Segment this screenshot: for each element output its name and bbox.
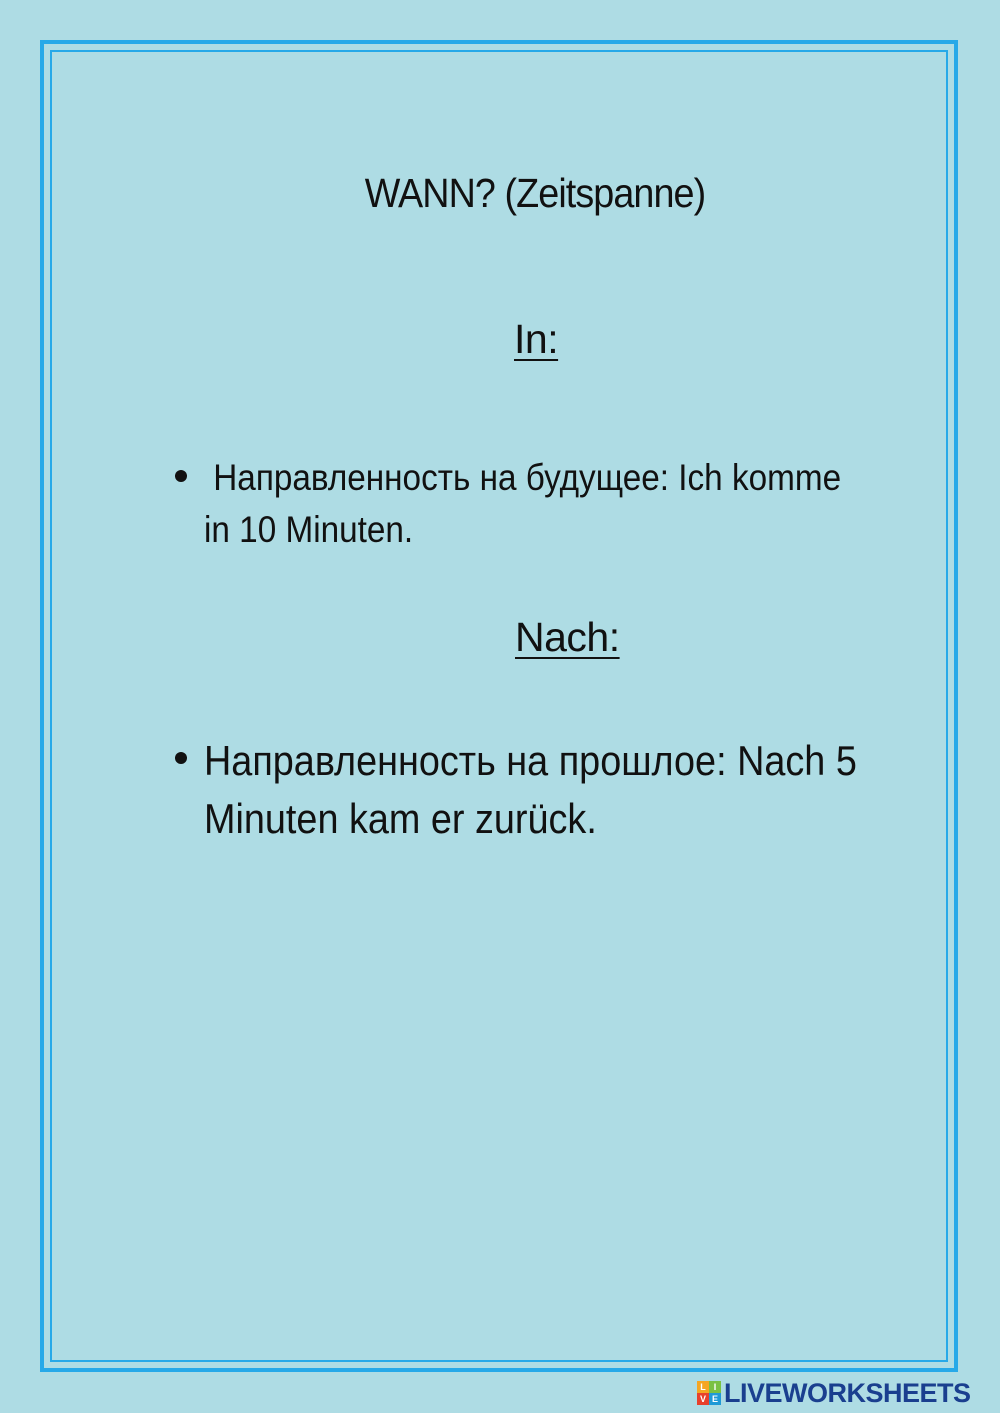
inner-border — [50, 50, 948, 1362]
list-item-line: in 10 Minuten. — [204, 509, 414, 550]
list-item-line: Minuten kam er zurück. — [204, 795, 597, 842]
logo-text: LIVEWORKSHEETS — [724, 1377, 971, 1408]
list-item-line: Направленность на прошлое: Nach 5 — [204, 737, 857, 784]
bullet-icon — [175, 752, 187, 764]
liveworksheets-logo-icon: L I V E — [697, 1381, 721, 1405]
bullet-icon — [175, 470, 187, 482]
list-item-line: Направленность на будущее: Ich komme — [204, 457, 842, 498]
liveworksheets-logo — [697, 1378, 971, 1408]
list-item-future — [204, 452, 841, 556]
section-heading-nach: Nach: — [515, 614, 620, 660]
page-title: WANN? (Zeitspanne) — [364, 170, 706, 216]
section-heading-in: In: — [514, 316, 559, 362]
list-item-past — [204, 732, 857, 848]
